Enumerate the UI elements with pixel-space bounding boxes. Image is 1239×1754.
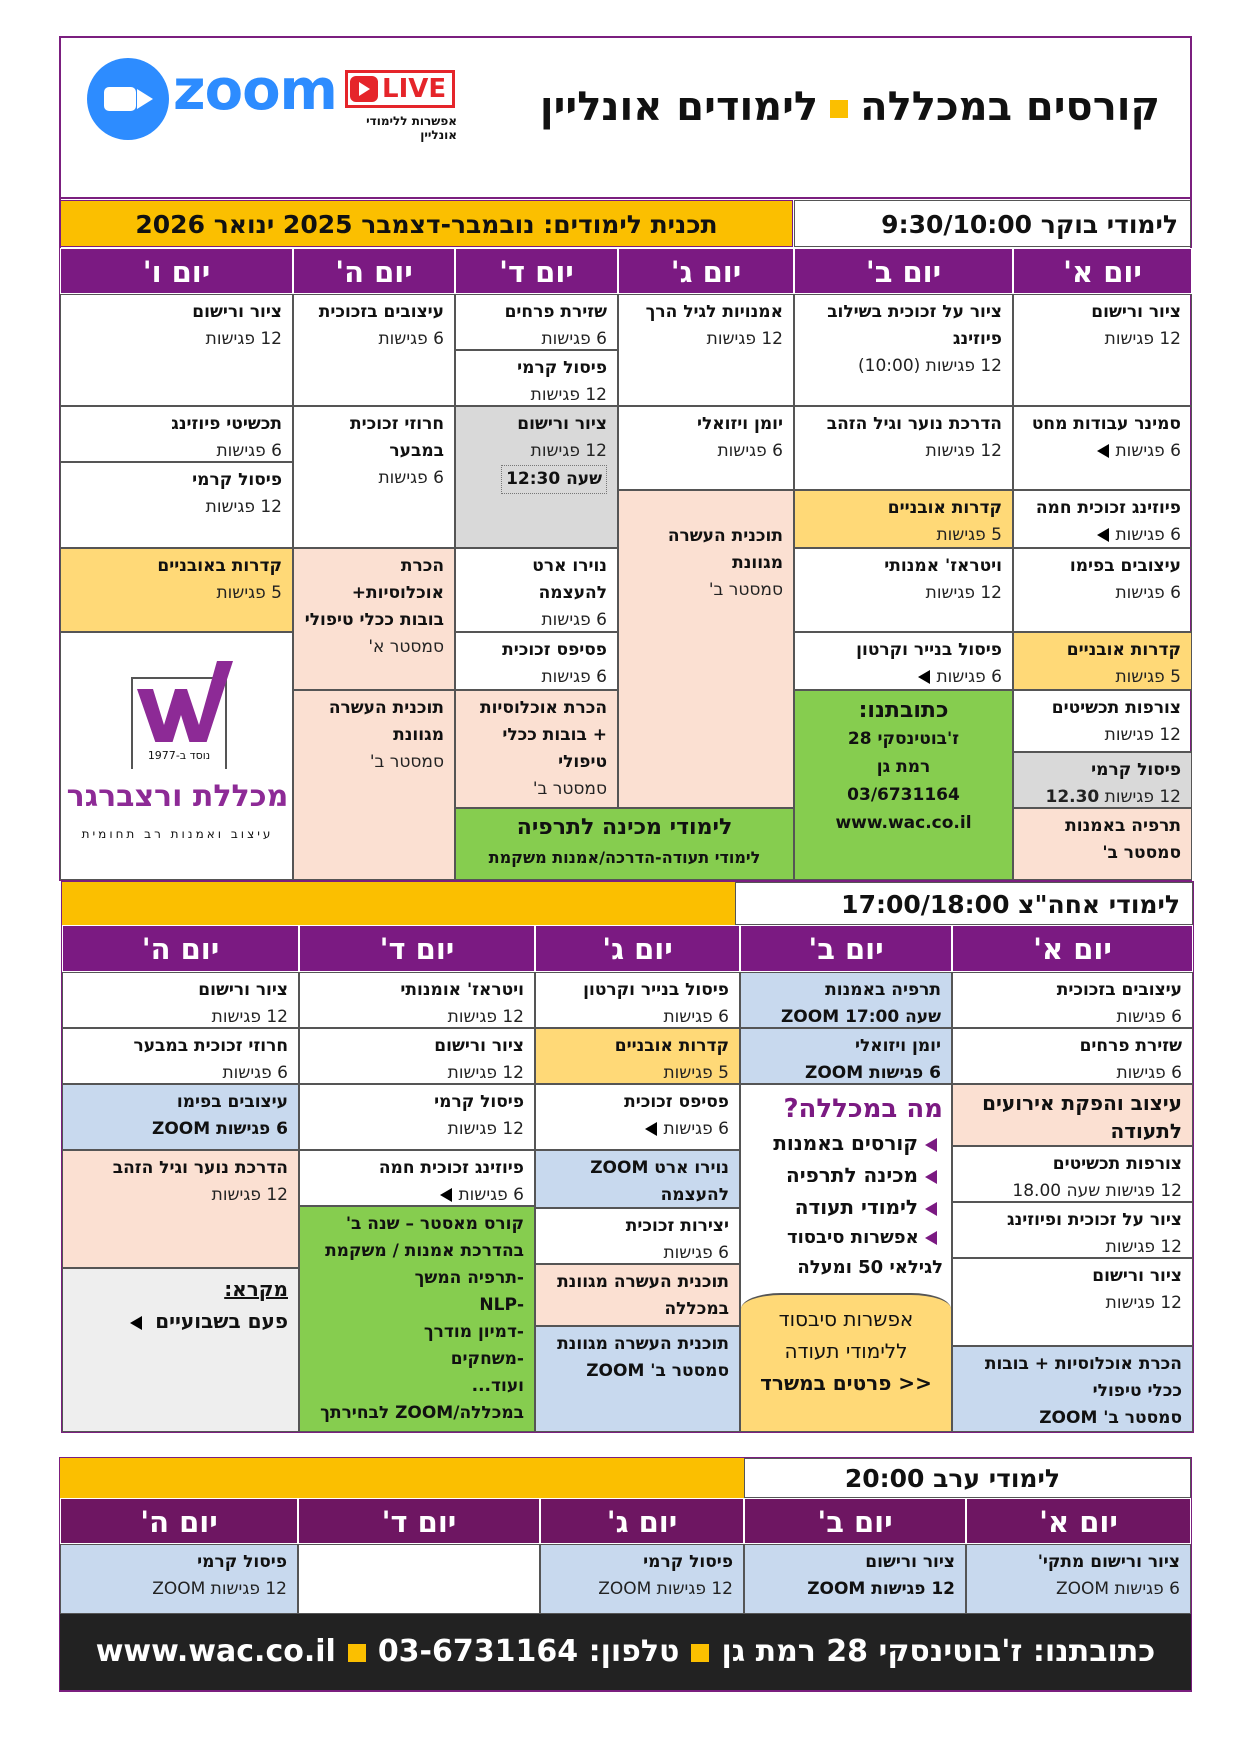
course-cell[interactable] <box>535 1150 740 1208</box>
course-name: ויטראז' אמנותי <box>884 556 1002 576</box>
course-cell[interactable] <box>966 1544 1191 1614</box>
legend-box <box>62 1268 299 1432</box>
prep-box[interactable] <box>455 808 794 880</box>
course-name: חרוזי זכוכית במבער <box>350 414 444 461</box>
morning-day-c: יום ג' <box>618 248 794 294</box>
title-part1: קורסים במכללה <box>860 84 1160 130</box>
college-name: מכללת ורצברגר <box>66 779 289 814</box>
evening-day-e: יום ה' <box>60 1498 298 1544</box>
course-cell[interactable] <box>535 1264 740 1326</box>
course-semester: סמסטר ב' <box>369 752 444 772</box>
course-name: הדרכת נוער וגיל הזהב <box>826 414 1002 434</box>
course-name: עיצובים בפימו <box>176 1092 288 1112</box>
course-cell[interactable] <box>455 632 618 690</box>
course-sessions: 12 פגישות ZOOM <box>807 1579 955 1599</box>
footer-website[interactable]: www.wac.co.il <box>95 1634 336 1669</box>
biweekly-marker-icon <box>645 1122 657 1136</box>
course-name: הכרת אוכלוסיות+ בובות ככלי טיפולי <box>304 556 444 630</box>
course-name: ציור ורישום <box>1092 1266 1182 1286</box>
course-cell[interactable] <box>62 1150 299 1268</box>
whats-item-label: לימודי תעודה <box>794 1195 919 1219</box>
course-cell[interactable] <box>455 548 618 632</box>
plan-banner <box>60 200 793 247</box>
course-cell[interactable] <box>1013 632 1192 690</box>
course-sessions: 12 פגישות <box>1105 1237 1182 1257</box>
zoom-logo <box>87 56 457 146</box>
course-name: תוכנית העשרה מגוונת <box>667 526 783 573</box>
course-sessions: 5 פגישות <box>1115 667 1181 687</box>
plan-label: תכנית לימודים: נובמבר-דצמבר 2025 ינואר 2026 <box>135 210 718 239</box>
course-cell[interactable] <box>293 406 455 548</box>
course-sessions: 6 פגישות <box>458 1185 524 1205</box>
purple-arrow-icon <box>925 1202 937 1216</box>
course-cell[interactable] <box>794 294 1013 406</box>
course-cell[interactable] <box>535 972 740 1028</box>
course-name: יומן ויזואלי <box>854 1036 941 1056</box>
afternoon-day-b: יום ב' <box>740 925 952 972</box>
course-name: תכשיטי פיוזינג <box>171 414 282 434</box>
course-name: קדרות אובניים <box>614 1036 729 1056</box>
course-name: קדרות אובניים <box>1066 640 1181 660</box>
course-sessions: 12 פגישות <box>205 329 282 349</box>
course-sessions: 6 פגישות <box>717 441 783 461</box>
course-name: ציור על זכוכית ופיוזינג <box>1006 1210 1182 1230</box>
course-cell[interactable] <box>1013 808 1192 880</box>
course-cell[interactable] <box>1013 294 1192 406</box>
course-sessions: 6 פגישות <box>541 610 607 630</box>
whats-item-label: קורסים באמנות <box>773 1131 919 1155</box>
course-name: קדרות באובניים <box>157 556 282 576</box>
course-cell[interactable] <box>618 406 794 490</box>
course-name: נוירו ארט להעצמה <box>532 556 607 603</box>
evening-day-a: יום א' <box>966 1498 1191 1544</box>
biweekly-marker-icon <box>1097 444 1109 458</box>
course-name: תרפיה באמנות <box>825 980 941 1000</box>
course-name: פיוזינג זכוכית חמה <box>1035 498 1181 518</box>
course-cell[interactable] <box>535 1028 740 1084</box>
course-name: פסיפס זכוכית <box>502 640 607 660</box>
subsidy-line3: << פרטים במשרד <box>760 1371 932 1395</box>
course-name: סמינר עבודות מחט <box>1031 414 1181 434</box>
whats-box <box>740 1084 952 1432</box>
course-name: ציור ורישום <box>192 302 282 322</box>
evening-day-c: יום ג' <box>540 1498 744 1544</box>
afternoon-day-a: יום א' <box>952 925 1193 972</box>
course-name: ויטראז' אומנותי <box>400 980 524 1000</box>
course-cell[interactable] <box>794 406 1013 490</box>
course-name: פיסול קרמי <box>643 1552 733 1572</box>
course-name: תוכנית העשרה מגוונת <box>557 1334 729 1354</box>
course-sessions: 5 פגישות <box>216 583 282 603</box>
subsidy-note[interactable] <box>741 1293 951 1431</box>
course-sessions: 12 פגישות <box>706 329 783 349</box>
course-semester: סמסטר ב' ZOOM <box>1039 1408 1182 1428</box>
course-sessions: 6 פגישות <box>378 329 444 349</box>
course-name: נוירו ארט ZOOM להעצמה <box>590 1158 729 1205</box>
master-item: -NLP <box>479 1295 524 1315</box>
course-sessions: 12 פגישות <box>447 1007 524 1027</box>
course-sessions: 6 פגישות <box>1116 1007 1182 1027</box>
course-sessions: 12 פגישות <box>205 497 282 517</box>
course-sessions: 6 פגישות <box>541 667 607 687</box>
course-name: ציור ורישום <box>434 1036 524 1056</box>
course-sessions: 12 פגישות <box>1104 725 1181 745</box>
course-sessions: 6 פגישות ZOOM <box>1056 1579 1180 1599</box>
course-cell[interactable] <box>535 1326 740 1432</box>
course-sessions: 6 פגישות <box>663 1243 729 1263</box>
course-cell[interactable] <box>60 548 293 632</box>
college-logo <box>60 632 293 880</box>
course-cell[interactable] <box>535 1208 740 1264</box>
course-sessions: 12 פגישות <box>1104 787 1181 807</box>
course-name: קדרות אובניים <box>887 498 1002 518</box>
address-title: כתובתנו: <box>858 698 949 723</box>
course-name: עיצובים בזכוכית <box>318 302 444 322</box>
footer-bar <box>60 1614 1191 1690</box>
camera-icon <box>87 58 169 140</box>
morning-day-f: יום ו' <box>60 248 293 294</box>
course-cell[interactable] <box>794 490 1013 548</box>
course-name: פיסול קרמי <box>517 358 607 378</box>
course-sessions: 6 פגישות <box>216 441 282 461</box>
course-cell[interactable] <box>952 1146 1193 1202</box>
college-tagline: עיצוב ואמנות רב תחומית <box>81 827 274 841</box>
course-cell[interactable] <box>1013 490 1192 548</box>
course-sessions: 12 פגישות <box>211 1007 288 1027</box>
course-name: פיסול קרמי <box>192 470 282 490</box>
address-website[interactable]: www.wac.co.il <box>835 813 972 833</box>
course-sessions: 12 פגישות <box>530 441 607 461</box>
course-sessions: 6 פגישות ZOOM <box>152 1119 288 1139</box>
course-cell[interactable] <box>299 972 535 1028</box>
master-item: -תרפיה המשך <box>414 1268 524 1288</box>
college-since: נוסד ב-1977 <box>133 742 225 769</box>
course-cell[interactable] <box>293 690 455 880</box>
course-sessions: 12 פגישות <box>925 441 1002 461</box>
course-sessions: 6 פגישות <box>1115 441 1181 461</box>
course-name: יומן ויזואלי <box>696 414 783 434</box>
course-name: פיסול בנייר וקרטון <box>583 980 729 1000</box>
title-part2: לימודים אונליין <box>539 84 819 130</box>
course-time: שעה 12:30 <box>501 465 607 494</box>
course-sessions: 12 פגישות ZOOM <box>598 1579 733 1599</box>
zoom-tagline: אפשרות ללימודי אונליין <box>366 114 457 142</box>
course-sessions: 6 פגישות <box>936 667 1002 687</box>
course-name: עיצובים בזכוכית <box>1056 980 1182 1000</box>
course-cell[interactable] <box>952 1028 1193 1084</box>
course-name: אמנויות לגיל הרך <box>645 302 783 322</box>
course-cell[interactable] <box>299 1084 535 1150</box>
course-name: עיצוב והפקת אירועים לתעודה <box>982 1091 1182 1143</box>
purple-arrow-icon <box>925 1138 937 1152</box>
course-sessions: 12 פגישות <box>211 1185 288 1205</box>
course-sessions: 6 פגישות <box>663 1119 729 1139</box>
address-box <box>794 690 1013 880</box>
course-cell[interactable] <box>299 1150 535 1206</box>
course-cell[interactable] <box>455 690 618 808</box>
square-bullet-icon <box>830 100 848 118</box>
course-cell[interactable] <box>740 1028 952 1084</box>
biweekly-marker-icon <box>918 670 930 684</box>
course-cell[interactable] <box>1013 406 1192 490</box>
whats-item <box>749 1127 943 1159</box>
course-cell[interactable] <box>952 1202 1193 1258</box>
course-cell[interactable] <box>299 1028 535 1084</box>
course-semester: סמסטר ב' <box>1102 843 1181 863</box>
course-cell[interactable] <box>952 1258 1193 1346</box>
zoom-wordmark: zoom <box>173 58 337 123</box>
morning-day-e: יום ה' <box>293 248 455 294</box>
course-name: ציור ורישום <box>198 980 288 1000</box>
master-course-box[interactable] <box>299 1206 535 1432</box>
course-sessions: 12 פגישות (10:00) <box>858 356 1002 376</box>
course-cell[interactable] <box>293 548 455 690</box>
biweekly-marker-icon <box>440 1188 452 1202</box>
course-cell[interactable] <box>618 490 794 808</box>
afternoon-day-c: יום ג' <box>535 925 740 972</box>
evening-day-b: יום ב' <box>744 1498 966 1544</box>
address-phone: 03/6731164 <box>847 785 960 805</box>
square-bullet-icon <box>691 1644 709 1662</box>
course-semester: סמסטר א' <box>368 637 444 657</box>
live-label: LIVE <box>382 74 447 104</box>
course-sessions: 5 פגישות <box>936 525 1002 545</box>
afternoon-title: לימודי אחה"צ 17:00/18:00 <box>735 882 1193 925</box>
evening-day-d: יום ד' <box>298 1498 540 1544</box>
course-time: 12.30 <box>1045 787 1100 807</box>
subsidy-line1: אפשרות סיבסוד <box>778 1307 914 1331</box>
course-sessions: 6 פגישות <box>378 468 444 488</box>
course-cell[interactable] <box>62 972 299 1028</box>
course-sessions: 12 פגישות ZOOM <box>152 1579 287 1599</box>
course-sessions: 6 פגישות <box>222 1063 288 1083</box>
master-item: -משחקים <box>450 1349 524 1369</box>
course-semester: סמסטר ב' <box>708 580 783 600</box>
course-name: פיסול קרמי <box>434 1092 524 1112</box>
course-name: הכרת אוכלוסיות + בובות ככלי טיפולי <box>479 698 607 772</box>
course-cell[interactable] <box>540 1544 744 1614</box>
course-name: פיסול קרמי <box>1091 760 1181 780</box>
page-title <box>540 84 1160 130</box>
course-name: חרוזי זכוכית במבער <box>133 1036 288 1056</box>
course-sessions: 6 פגישות <box>1115 583 1181 603</box>
course-sessions: 12 פגישות <box>447 1119 524 1139</box>
course-sessions: 6 פגישות ZOOM <box>805 1063 941 1083</box>
course-sessions: 5 פגישות <box>663 1063 729 1083</box>
afternoon-bar <box>62 882 735 925</box>
course-cell[interactable] <box>952 972 1193 1028</box>
whats-item <box>749 1191 943 1223</box>
legend-item: פעם בשבועיים <box>155 1309 288 1333</box>
course-name: הדרכת נוער וגיל הזהב <box>112 1158 288 1178</box>
play-icon <box>350 76 378 102</box>
master-item: ועוד... <box>471 1376 524 1396</box>
course-sessions: שעה 17:00 ZOOM <box>780 1007 941 1027</box>
course-name: יצירות זכוכית <box>625 1216 729 1236</box>
course-name: שזירת פרחים <box>504 302 607 322</box>
master-title: קורס מאסטר – שנה ב' בהדרכת אמנות / משקמת <box>325 1214 524 1261</box>
footer-address: כתובתנו: ז'בוטינסקי 28 רמת גן <box>721 1634 1156 1669</box>
course-cell[interactable] <box>740 972 952 1028</box>
whats-item <box>749 1223 943 1283</box>
course-name: פסיפס זכוכית <box>624 1092 729 1112</box>
header-box <box>59 36 1192 199</box>
course-name: הכרת אוכלוסיות + בובות ככלי טיפולי <box>984 1354 1182 1401</box>
biweekly-marker-icon <box>1097 528 1109 542</box>
course-name: ציור ורישום <box>865 1552 955 1572</box>
course-cell[interactable] <box>952 1084 1193 1146</box>
course-name: תוכנית העשרה מגוונת <box>328 698 444 745</box>
course-cell[interactable] <box>1013 548 1192 632</box>
master-item: -דמיון מודרך <box>423 1322 524 1342</box>
afternoon-day-e: יום ה' <box>62 925 299 972</box>
course-name: ציור ורישום מתקי' <box>1037 1552 1180 1572</box>
course-sessions: 12 פגישות <box>447 1063 524 1083</box>
course-semester: סמסטר ב' <box>532 779 607 799</box>
evening-title: לימודי ערב 20:00 <box>744 1458 1191 1498</box>
course-cell[interactable] <box>535 1084 740 1150</box>
course-cell[interactable] <box>455 350 618 406</box>
course-name: צורפות תכשיטים <box>1051 698 1181 718</box>
afternoon-day-d: יום ד' <box>299 925 535 972</box>
footer-phone: טלפון: 03-6731164 <box>377 1634 680 1669</box>
morning-title: לימודי בוקר 9:30/10:00 <box>794 200 1191 247</box>
course-name: תרפיה באמנות <box>1065 816 1181 836</box>
morning-day-d: יום ד' <box>455 248 618 294</box>
course-cell[interactable] <box>794 632 1013 690</box>
course-cell[interactable] <box>1013 752 1192 808</box>
course-sessions: 12 פגישות <box>1104 329 1181 349</box>
course-cell[interactable] <box>62 1028 299 1084</box>
course-cell[interactable] <box>60 294 293 406</box>
biweekly-marker-icon <box>130 1316 142 1330</box>
course-cell[interactable] <box>293 294 455 406</box>
course-cell[interactable] <box>794 548 1013 632</box>
course-name: פיסול קרמי <box>197 1552 287 1572</box>
course-sessions: 12 פגישות <box>925 583 1002 603</box>
course-sessions: 6 פגישות <box>1115 525 1181 545</box>
course-name: עיצובים בפימו <box>1069 556 1181 576</box>
course-cell[interactable] <box>455 294 618 350</box>
whats-item-label: אפשרות סיבסוד לגילאי 50 ומעלה <box>787 1227 943 1278</box>
prep-subtitle: לימודי תעודה-הדרכה/אמנות משקמת <box>488 848 761 867</box>
course-cell[interactable] <box>455 406 618 548</box>
course-sessions: 12 פגישות <box>1105 1293 1182 1313</box>
empty-cell <box>298 1544 540 1614</box>
course-name: ציור על זכוכית בשילוב פיוזינג <box>827 302 1002 349</box>
course-sessions: 12 פגישות שעה 18.00 <box>1012 1181 1182 1201</box>
live-badge <box>345 70 455 108</box>
course-sessions: 6 פגישות <box>541 329 607 349</box>
course-cell[interactable] <box>60 406 293 462</box>
whats-title: מה במכללה? <box>783 1094 943 1124</box>
course-name: פיסול בנייר וקרטון <box>856 640 1002 660</box>
address-street: ז'בוטינסקי 28 <box>847 729 960 749</box>
course-name: תוכנית העשרה מגוונת במכללה <box>557 1272 729 1319</box>
morning-day-b: יום ב' <box>794 248 1013 294</box>
course-cell[interactable] <box>744 1544 966 1614</box>
course-cell[interactable] <box>1013 690 1192 752</box>
legend-title: מקרא: <box>224 1277 288 1301</box>
course-cell[interactable] <box>62 1084 299 1150</box>
course-name: ציור ורישום <box>517 414 607 434</box>
subsidy-line2: ללימודי תעודה <box>784 1339 908 1363</box>
course-cell[interactable] <box>60 462 293 548</box>
prep-title: לימודי מכינה לתרפיה <box>516 815 733 840</box>
course-cell[interactable] <box>952 1346 1193 1432</box>
evening-bar <box>60 1458 744 1498</box>
master-footnote: במכללה/ZOOM לבחירתך <box>320 1403 524 1423</box>
course-sessions: 12 פגישות <box>530 385 607 405</box>
w-logo-icon <box>131 677 227 769</box>
course-semester: סמסטר ב' ZOOM <box>586 1361 729 1381</box>
whats-item-label: מכינה לתרפיה <box>785 1163 919 1187</box>
course-sessions: 6 פגישות <box>1116 1063 1182 1083</box>
whats-item <box>749 1159 943 1191</box>
course-cell[interactable] <box>618 294 794 406</box>
course-name: ציור ורישום <box>1091 302 1181 322</box>
course-name: פיוזינג זכוכית חמה <box>378 1158 524 1178</box>
purple-arrow-icon <box>925 1231 937 1245</box>
course-sessions: 6 פגישות <box>663 1007 729 1027</box>
purple-arrow-icon <box>925 1170 937 1184</box>
address-city: רמת גן <box>876 757 931 777</box>
morning-day-a: יום א' <box>1013 248 1192 294</box>
course-name: צורפות תכשיטים <box>1052 1154 1182 1174</box>
course-cell[interactable] <box>60 1544 298 1614</box>
course-name: שזירת פרחים <box>1079 1036 1182 1056</box>
square-bullet-icon <box>348 1644 366 1662</box>
